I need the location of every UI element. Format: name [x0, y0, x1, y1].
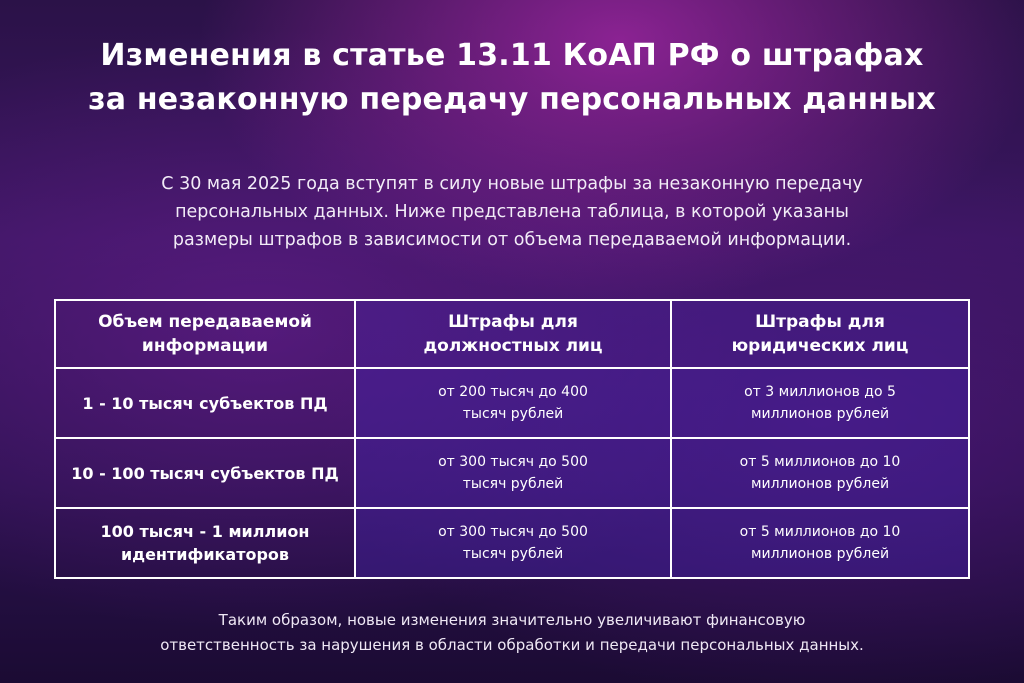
- table-row: [55, 508, 969, 578]
- conclusion-paragraph: [0, 608, 1024, 658]
- conclusion-line-2: ответственность за нарушения в области обработки и передачи персональных данных.: [160, 636, 864, 654]
- officials-fine-cell: от 200 тысяч до 400 тысяч рублей: [355, 368, 671, 438]
- page-title-line-2: за незаконную передачу персональных данных: [88, 82, 936, 117]
- volume-cell: 1 - 10 тысяч субъектов ПД: [55, 368, 355, 438]
- header-volume: Объем передаваемой информации: [55, 300, 355, 368]
- header-officials-fines: Штрафы для должностных лиц: [355, 300, 671, 368]
- fines-table: [54, 299, 970, 579]
- officials-fine-cell: от 300 тысяч до 500 тысяч рублей: [355, 508, 671, 578]
- page-title: [0, 34, 1024, 122]
- volume-cell: 100 тысяч - 1 миллион идентификаторов: [55, 508, 355, 578]
- table-header-row: [55, 300, 969, 368]
- volume-cell: 10 - 100 тысяч субъектов ПД: [55, 438, 355, 508]
- intro-paragraph: [0, 170, 1024, 254]
- page-title-line-1: Изменения в статье 13.11 КоАП РФ о штрафах: [100, 38, 924, 73]
- header-legal-entities-fines: Штрафы для юридических лиц: [671, 300, 969, 368]
- intro-line-3: размеры штрафов в зависимости от объема передаваемой информации.: [172, 230, 852, 250]
- table-row: [55, 368, 969, 438]
- legal-fine-cell: от 5 миллионов до 10 миллионов рублей: [671, 508, 969, 578]
- table-row: [55, 438, 969, 508]
- legal-fine-cell: от 5 миллионов до 10 миллионов рублей: [671, 438, 969, 508]
- intro-line-1: С 30 мая 2025 года вступят в силу новые штрафы за незаконную передачу: [161, 174, 863, 194]
- legal-fine-cell: от 3 миллионов до 5 миллионов рублей: [671, 368, 969, 438]
- intro-line-2: персональных данных. Ниже представлена таблица, в которой указаны: [175, 202, 849, 222]
- officials-fine-cell: от 300 тысяч до 500 тысяч рублей: [355, 438, 671, 508]
- conclusion-line-1: Таким образом, новые изменения значительно увеличивают финансовую: [218, 611, 806, 629]
